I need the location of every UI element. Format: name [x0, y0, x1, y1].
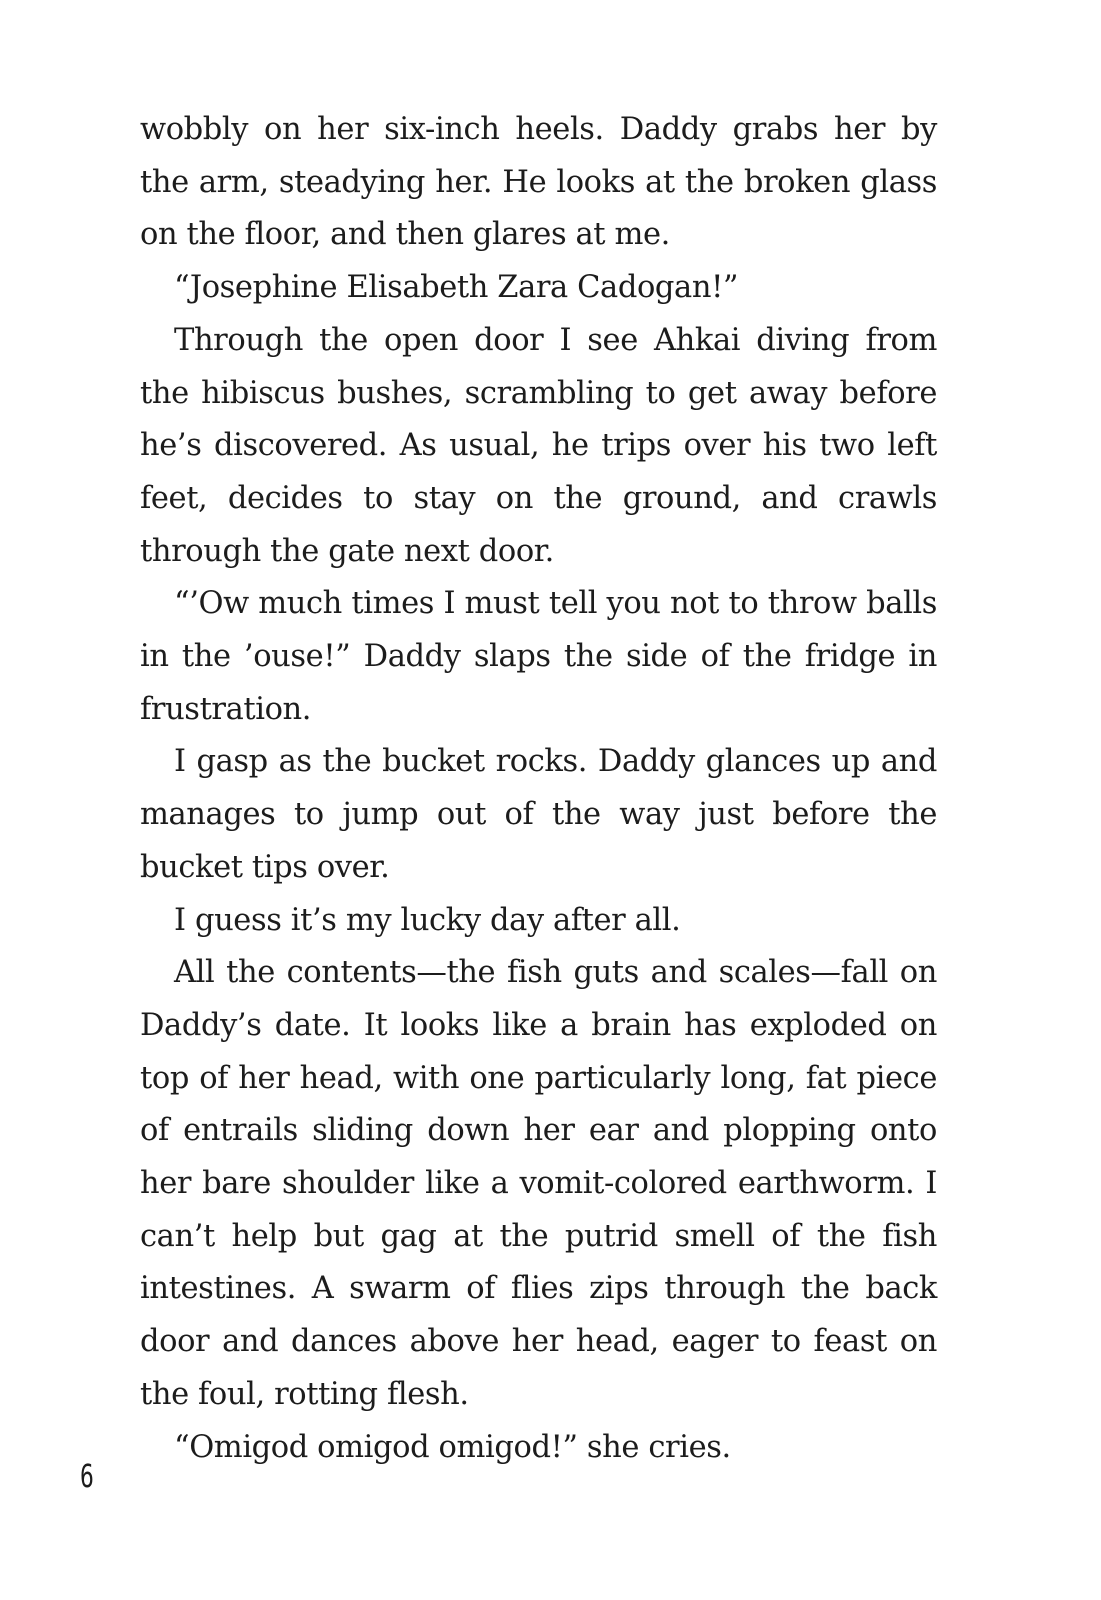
- paragraph: wobbly on her six-inch heels. Daddy grabs her by the arm, steadying her. He looks at the broken glass on the floor, and then glares at me.: [140, 112, 937, 253]
- paragraph: “Omigod omigod omigod!” she cries.: [174, 1429, 731, 1465]
- paragraph: I gasp as the bucket rocks. Daddy glances up and manages to jump out of the way just before the bucket tips over.: [140, 744, 937, 885]
- page-number: 6: [80, 1457, 94, 1495]
- paragraph: I guess it’s my lucky day after all.: [174, 902, 681, 938]
- paragraph: Through the open door I see Ahkai diving from the hibiscus bushes, scrambling to get away before he’s discovered. As usual, he trips over his two left feet, decides to stay on the ground, and crawls through the gate next door.: [140, 322, 937, 569]
- body-text: [140, 104, 937, 1474]
- paragraph: All the contents—the fish guts and scales—fall on Daddy’s date. It looks like a brain has exploded on top of her head, with one particularly long, fat piece of entrails sliding down her ear and plopping onto her bare shoulder like a vomit-colored earthworm. I can’t help but gag at the putrid smell of the fish intestines. A swarm of flies zips through the back door and dances above her head, eager to feast on the foul, rotting flesh.: [140, 955, 937, 1412]
- paragraph: “’Ow much times I must tell you not to throw balls in the ’ouse!” Daddy slaps the side of the fridge in frustration.: [140, 586, 937, 727]
- paragraph: “Josephine Elisabeth Zara Cadogan!”: [174, 270, 739, 306]
